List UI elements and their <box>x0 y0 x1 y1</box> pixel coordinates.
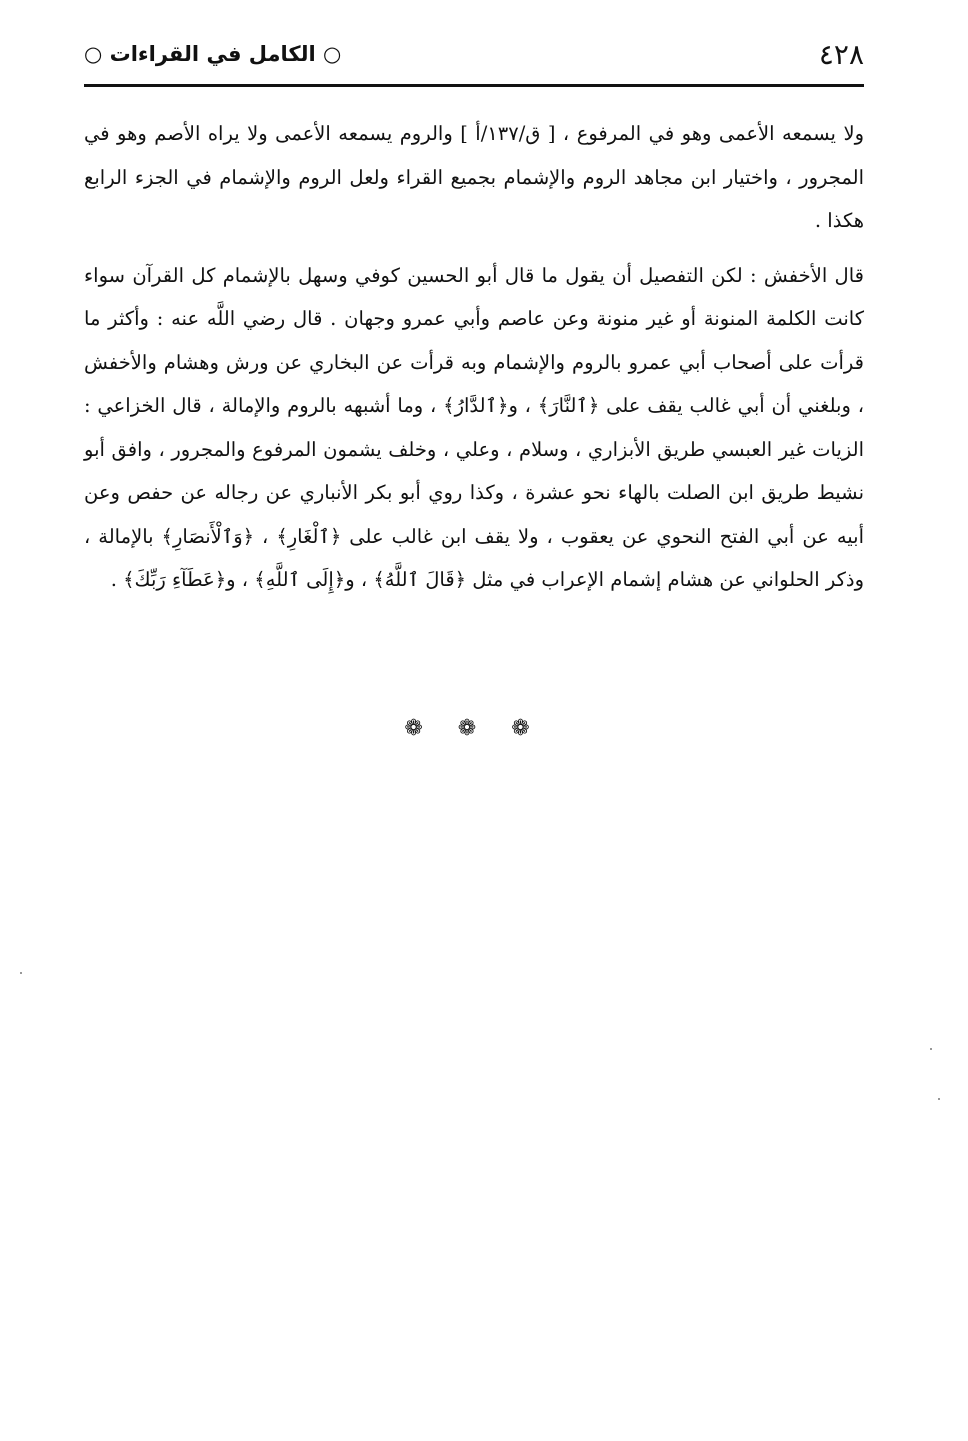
header-rule <box>84 84 864 87</box>
paragraph-1: ولا يسمعه الأعمى وهو في المرفوع ، [ ق/١٣٧/أ ] والروم يسمعه الأعمى ولا يراه الأصم وهو في المجرور ، واختيار ابن مجاهد الروم والإشمام بجميع القراء ولعل الروم والإشمام في الجزء الرابع هكذا . <box>84 122 864 232</box>
scan-speck <box>938 1098 940 1100</box>
section-end-ornaments: ❁ ❁ ❁ <box>404 716 544 741</box>
page-header <box>84 32 864 82</box>
page-number: ٤٢٨ <box>818 38 864 71</box>
scan-speck <box>930 1048 932 1050</box>
body-text <box>84 112 864 602</box>
scan-speck <box>20 972 22 974</box>
paragraph-2: قال الأخفش : لكن التفصيل أن يقول ما قال أبو الحسين كوفي وسهل بالإشمام كل القرآن سواء كانت الكلمة المنونة أو غير منونة وعن عاصم وأبي عمرو وجهان . قال رضي اللَّه عنه : وأكثر ما قرأت على أصحاب أبي عمرو بالروم والإشمام وبه قرأت عن البخاري عن ورش وهشام والأخفش ، وبلغني أن أبي غالب يقف على ﴿ٱلنَّارَ﴾ ، و﴿ٱلدَّارُ﴾ ، وما أشبهه بالروم والإمالة ، قال الخزاعي : الزيات غير العبسي طريق الأبزاري ، وسلام ، وعلي ، وخلف يشمون المرفوع والمجرور ، وافق أبو نشيط طريق ابن الصلت بالهاء نحو عشرة ، وكذا روي أبو بكر الأنباري عن رجاله عن حفص وعن أبيه عن أبي الفتح النحوي عن يعقوب ، ولا يقف ابن غالب على ﴿ٱلْغَارِ﴾ ، ﴿وَٱلْأَنصَارِ﴾ بالإمالة ، وذكر الحلواني عن هشام إشمام الإعراب في مثل ﴿قَالَ ٱللَّهُ﴾ ، و﴿إِلَى ٱللَّهِ﴾ ، و﴿عَطَآءِ رَبِّكَ﴾ . <box>84 263 864 591</box>
running-title: ○ الكامل في القراءات ○ <box>84 42 342 66</box>
